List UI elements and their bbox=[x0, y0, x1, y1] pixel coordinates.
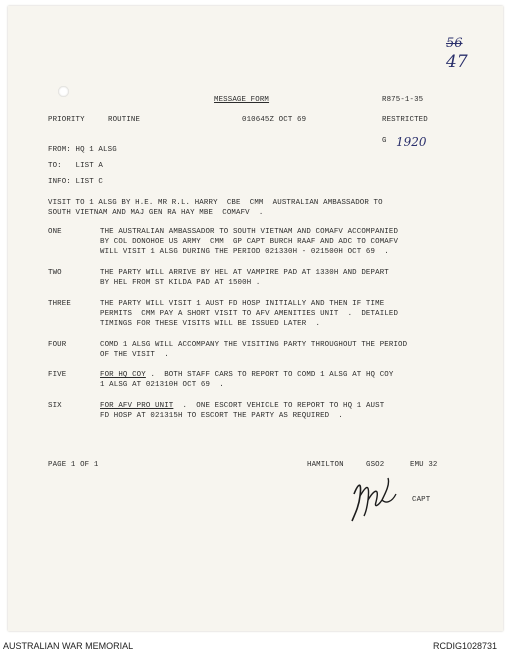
para-line: PERMITS CMM PAY A SHORT VISIT TO AFV AMENITIES UNIT . DETAILED bbox=[100, 310, 399, 318]
para-line: TIMINGS FOR THESE VISITS WILL BE ISSUED LATER . bbox=[100, 320, 321, 328]
para-label: THREE bbox=[48, 300, 71, 308]
para-line: COMD 1 ALSG WILL ACCOMPANY THE VISITING PARTY THROUGHOUT THE PERIOD bbox=[100, 341, 408, 349]
intro-line: VISIT TO 1 ALSG BY H.E. MR R.L. HARRY CBE CMM AUSTRALIAN AMBASSADOR TO bbox=[48, 199, 383, 207]
para-line: THE AUSTRALIAN AMBASSADOR TO SOUTH VIETNAM AND COMAFV ACCOMPANIED bbox=[100, 228, 399, 236]
archive-credit: AUSTRALIAN WAR MEMORIAL bbox=[3, 641, 134, 651]
para-line bbox=[100, 372, 393, 379]
para-line-rest: . BOTH STAFF CARS TO REPORT TO COMD 1 ALSG AT HQ COY bbox=[145, 371, 394, 379]
form-ref: R875-1-35 bbox=[382, 96, 424, 104]
handwritten-ref-note: 1920 bbox=[396, 135, 427, 149]
extension-number: EMU 32 bbox=[410, 461, 438, 469]
para-line: BY COL DONOHOE US ARMY CMM GP CAPT BURCH RAAF AND ADC TO COMAFV bbox=[100, 238, 399, 246]
para-line: THE PARTY WILL VISIT 1 AUST FD HOSP INITIALLY AND THEN IF TIME bbox=[100, 300, 385, 308]
originator-name: HAMILTON bbox=[307, 461, 344, 469]
para-line: THE PARTY WILL ARRIVE BY HEL AT VAMPIRE PAD AT 1330H AND DEPART bbox=[100, 269, 389, 277]
to-line: TO: LIST A bbox=[48, 162, 104, 170]
para-label: FOUR bbox=[48, 341, 67, 349]
handwritten-number: 47 bbox=[446, 52, 468, 72]
para-label: TWO bbox=[48, 269, 62, 277]
para-line: OF THE VISIT . bbox=[100, 351, 169, 359]
para-label: ONE bbox=[48, 228, 62, 236]
priority-value: ROUTINE bbox=[108, 116, 141, 124]
para-line-rest: . ONE ESCORT VEHICLE TO REPORT TO HQ 1 AUST bbox=[173, 402, 385, 410]
form-title: MESSAGE FORM bbox=[214, 96, 270, 104]
page-number: PAGE 1 OF 1 bbox=[48, 461, 99, 469]
priority-label: PRIORITY bbox=[48, 116, 85, 124]
g-label: G bbox=[382, 137, 387, 145]
para-line bbox=[100, 403, 384, 410]
para-line: BY HEL FROM ST KILDA PAD AT 1500H . bbox=[100, 279, 261, 287]
originator-appointment: GSO2 bbox=[366, 461, 385, 469]
intro-line: SOUTH VIETNAM AND MAJ GEN RA HAY MBE COMAFV . bbox=[48, 209, 264, 217]
para-line: FD HOSP AT 021315H TO ESCORT THE PARTY AS REQUIRED . bbox=[100, 412, 344, 420]
para-line: 1 ALSG AT 021310H OCT 69 . bbox=[100, 381, 224, 389]
rank: CAPT bbox=[412, 496, 431, 504]
classification: RESTRICTED bbox=[382, 116, 428, 124]
para-line: WILL VISIT 1 ALSG DURING THE PERIOD 021330H - 021500H OCT 69 . bbox=[100, 248, 389, 256]
archive-id: RCDIG1028731 bbox=[433, 641, 498, 651]
punch-hole bbox=[58, 86, 69, 97]
para-label: SIX bbox=[48, 402, 62, 410]
from-line: FROM: HQ 1 ALSG bbox=[48, 146, 117, 154]
date-time-group: 010645Z OCT 69 bbox=[242, 116, 307, 124]
handwritten-top-mark: 56 bbox=[446, 36, 463, 51]
underlined-addressee: FOR HQ COY bbox=[100, 371, 146, 379]
para-label: FIVE bbox=[48, 371, 67, 379]
signature bbox=[346, 466, 406, 526]
underlined-addressee: FOR AFV PRO UNIT bbox=[100, 402, 174, 410]
info-line: INFO: LIST C bbox=[48, 178, 104, 186]
